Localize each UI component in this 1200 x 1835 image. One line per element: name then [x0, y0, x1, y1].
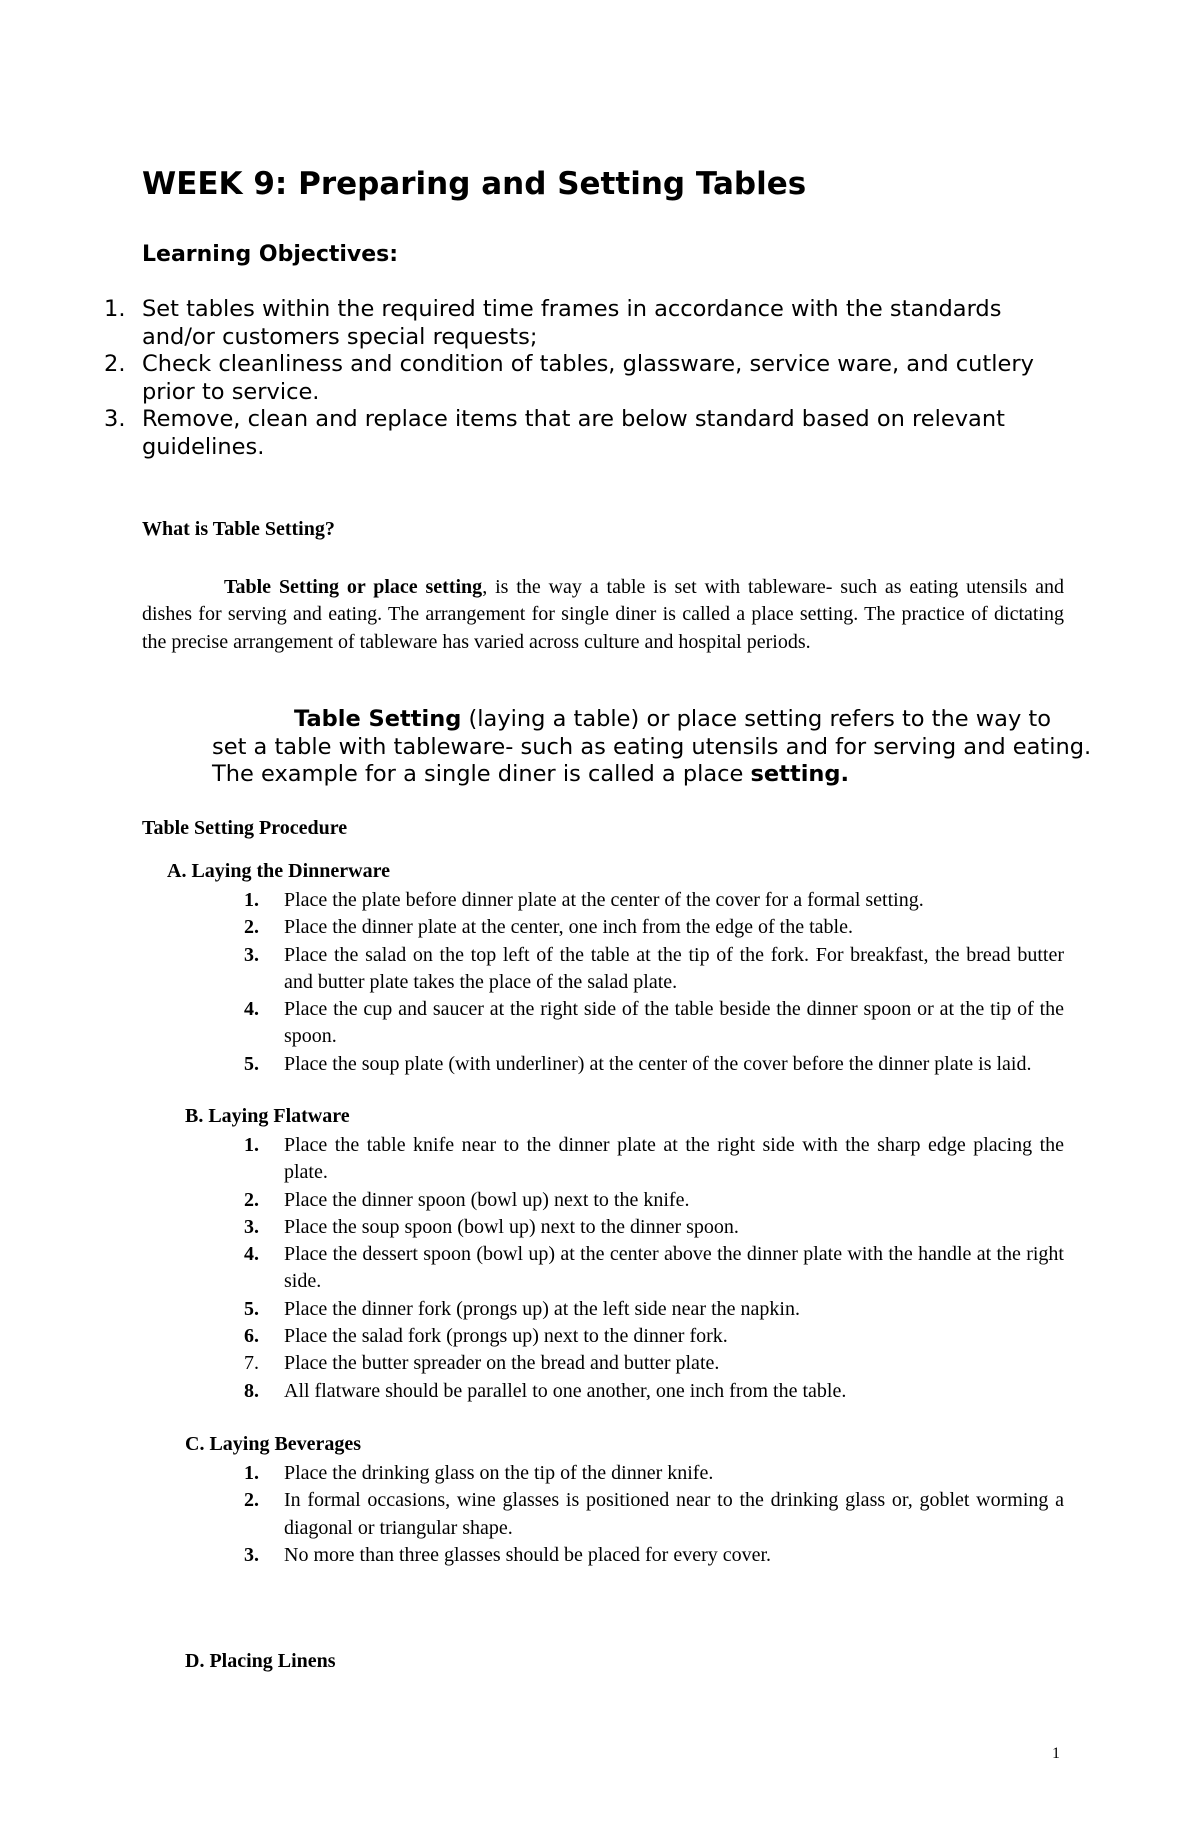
step-number: 3. [244, 1215, 259, 1238]
step-text: Place the plate before dinner plate at the center of the cover for a formal setting. [284, 889, 924, 911]
step-number: 1. [244, 889, 259, 911]
step-item [244, 887, 1064, 914]
step-text: Place the cup and saucer at the right side of the table beside the dinner spoon or at the tip of the spoon. [284, 998, 1064, 1048]
procedure-heading: Table Setting Procedure [142, 817, 348, 839]
step-item [244, 1296, 1064, 1323]
step-item [244, 1460, 1064, 1487]
step-text: In formal occasions, wine glasses is positioned near to the drinking glass or, goblet worming a diagonal or triangular shape. [284, 1489, 1064, 1539]
step-text: Place the dinner spoon (bowl up) next to the knife. [284, 1188, 690, 1211]
step-text: Place the soup spoon (bowl up) next to the dinner spoon. [284, 1215, 739, 1238]
objective-number: 3. [104, 406, 126, 432]
step-text: Place the drinking glass on the tip of the dinner knife. [284, 1462, 714, 1484]
step-number: 2. [244, 1188, 259, 1211]
step-text: Place the salad on the top left of the table at the tip of the fork. For breakfast, the bread butter and butter plate takes the place of the salad plate. [284, 943, 1064, 993]
step-item [244, 914, 1064, 941]
step-item [244, 1214, 1064, 1241]
objective-text: Check cleanliness and condition of tables, glassware, service ware, and cutlery prior to service. [142, 351, 1034, 405]
section-d-label: D. Placing Linens [185, 1650, 336, 1672]
step-item [244, 1487, 1064, 1542]
objective-text: Remove, clean and replace items that are below standard based on relevant guidelines. [142, 406, 1005, 460]
step-text: Place the soup plate (with underliner) at the center of the cover before the dinner plate is laid. [284, 1052, 1032, 1075]
section-b-label: B. Laying Flatware [185, 1105, 350, 1127]
step-number: 4. [244, 998, 259, 1021]
step-number: 6. [244, 1325, 259, 1348]
page-number: 1 [1052, 1745, 1060, 1762]
step-text: Place the table knife near to the dinner plate at the right side with the sharp edge placing the plate. [284, 1134, 1064, 1184]
step-number: 7. [244, 1352, 259, 1375]
step-item [244, 1323, 1064, 1350]
step-item [244, 1350, 1064, 1377]
definition-paragraph [142, 574, 1064, 656]
step-number: 2. [244, 916, 259, 939]
step-text: No more than three glasses should be placed for every cover. [284, 1543, 772, 1566]
step-item [244, 1051, 1064, 1078]
objective-number: 1. [104, 296, 126, 322]
step-text: Place the dessert spoon (bowl up) at the center above the dinner plate with the handle at the right side. [284, 1243, 1064, 1293]
learning-objectives-list [104, 296, 1064, 461]
step-number: 5. [244, 1297, 259, 1320]
objective-item [104, 296, 1064, 351]
step-number: 3. [244, 1543, 259, 1566]
step-item [244, 942, 1064, 997]
step-item [244, 1378, 1064, 1405]
step-text: Place the dinner fork (prongs up) at the left side near the napkin. [284, 1297, 800, 1320]
learning-objectives-heading: Learning Objectives: [142, 242, 399, 267]
step-text: Place the dinner plate at the center, one inch from the edge of the table. [284, 916, 853, 939]
definition-body: , is the way a table is set with tableware- such as eating utensils and dishes for serving and eating. The arrangement for single diner is called a place setting. The practice of dictating the precise arrangement of tableware has varied across culture and hospital periods. [142, 576, 1064, 653]
step-item [244, 1241, 1064, 1296]
step-item [244, 1187, 1064, 1214]
step-number: 1. [244, 1134, 259, 1156]
section-c-label: C. Laying Beverages [185, 1433, 362, 1455]
objective-item [104, 351, 1064, 406]
step-item [244, 1542, 1064, 1569]
callout-body: (laying a table) or place setting refers to the way to set a table with tableware- such as eating utensils and for serving and eating. The example for a single diner is called a place [212, 706, 1092, 787]
page-title: WEEK 9: Preparing and Setting Tables [142, 166, 807, 202]
step-item [244, 1132, 1064, 1187]
step-text: Place the salad fork (prongs up) next to the dinner fork. [284, 1325, 728, 1348]
callout-paragraph [212, 706, 1092, 789]
step-number: 2. [244, 1489, 259, 1512]
callout-lead-term: Table Setting [294, 706, 462, 732]
section-a-steps [244, 887, 1064, 1078]
section-c-steps [244, 1460, 1064, 1569]
objective-item [104, 406, 1064, 461]
section-b-steps [244, 1132, 1064, 1405]
step-number: 5. [244, 1052, 259, 1075]
section-a-label: A. Laying the Dinnerware [167, 860, 390, 882]
step-number: 1. [244, 1462, 259, 1484]
definition-heading: What is Table Setting? [142, 518, 335, 540]
step-item [244, 996, 1064, 1051]
step-number: 8. [244, 1379, 259, 1402]
callout-end-term: setting. [750, 761, 850, 787]
step-text: Place the butter spreader on the bread and butter plate. [284, 1352, 720, 1375]
step-text: All flatware should be parallel to one another, one inch from the table. [284, 1379, 847, 1402]
step-number: 3. [244, 943, 259, 966]
step-number: 4. [244, 1243, 259, 1266]
definition-lead-term: Table Setting or place setting [224, 576, 483, 598]
objective-number: 2. [104, 351, 126, 377]
objective-text: Set tables within the required time frames in accordance with the standards and/or customers special requests; [142, 296, 1002, 350]
